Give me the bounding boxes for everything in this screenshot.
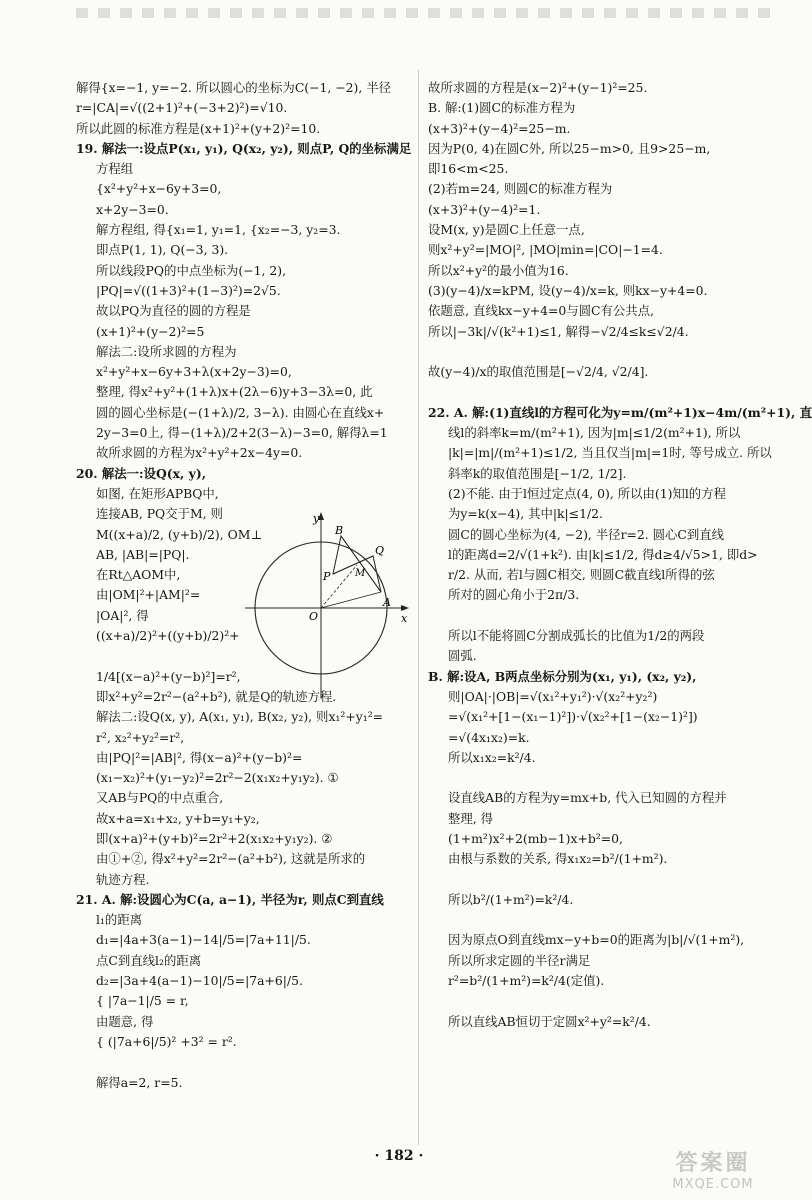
text-line: 设直线AB的方程为y=mx+b, 代入已知圆的方程并 — [448, 790, 727, 806]
text-line: (3)(y−4)/x=kPM, 设(y−4)/x=k, 则kx−y+4=0. — [428, 282, 708, 298]
label-q: Q — [375, 544, 385, 557]
text-line: |OA|², 得 — [96, 607, 149, 623]
text-line: 解法二:设所求圆的方程为 — [96, 343, 237, 359]
text-line — [428, 382, 770, 402]
text-line: 故所求圆的方程是(x−2)²+(y−1)²=25. — [428, 80, 648, 95]
text-line: 2y−3=0上, 得−(1+λ)/2+2(3−λ)−3=0, 解得λ=1 — [96, 425, 388, 441]
text-line: d₁=|4a+3(a−1)−14|/5=|7a+11|/5. — [96, 932, 311, 948]
label-m: M — [355, 568, 366, 579]
text-line: (2)不能. 由于l恒过定点(4, 0), 所以由(1)知l的方程 — [448, 485, 726, 501]
right-column — [428, 78, 812, 1032]
text-line: 所以直线AB恒切于定圆x²+y²=k²/4. — [448, 1013, 651, 1029]
text-line: {x²+y²+x−6y+3=0, — [96, 181, 222, 197]
text-line: 20. 解法一:设Q(x, y), — [76, 465, 207, 481]
text-line: 21. A. 解:设圆心为C(a, a−1), 半径为r, 则点C到直线 — [76, 891, 384, 907]
text-line: 点C到直线l₂的距离 — [96, 952, 202, 968]
text-line: 为y=k(x−4), 其中|k|≤1/2. — [448, 506, 603, 522]
watermark-logo — [638, 1146, 788, 1192]
text-line: 解方程组, 得{x₁=1, y₁=1, {x₂=−3, y₂=3. — [96, 222, 341, 238]
text-line: 斜率k的取值范围是[−1/2, 1/2]. — [448, 465, 627, 481]
text-line: 1/4[(x−a)²+(y−b)²]=r², — [96, 668, 241, 684]
text-line: |PQ|=√((1+3)²+(1−3)²)=2√5. — [96, 282, 281, 298]
text-line: 则|OA|·|OB|=√(x₁²+y₁²)·√(x₂²+y₂²) — [448, 688, 658, 704]
text-line: 连接AB, PQ交于M, 则 — [96, 506, 223, 522]
text-line: (x+3)²+(y−4)²=1. — [428, 201, 541, 217]
text-line: l₁的距离 — [96, 912, 143, 928]
text-line: 故x+a=x₁+x₂, y+b=y₁+y₂, — [96, 810, 260, 826]
text-line — [428, 910, 770, 930]
text-line: M((x+a)/2, (y+b)/2), OM⊥ — [96, 526, 263, 542]
text-line: x²+y²+x−6y+3+λ(x+2y−3)=0, — [96, 364, 292, 380]
segment-oa — [321, 592, 381, 608]
diagonal-pq — [333, 556, 373, 574]
label-b: B — [335, 524, 344, 537]
text-line: 所以l不能将圆C分割成弧长的比值为1/2的两段 — [448, 628, 705, 644]
text-line: 由题意, 得 — [96, 1013, 154, 1029]
text-line: 因为P(0, 4)在圆C外, 所以25−m>0, 且9>25−m, — [428, 140, 711, 156]
text-line: 22. A. 解:(1)直线l的方程可化为y=m/(m²+1)x−4m/(m²+1), 直 — [428, 404, 812, 420]
text-line: 方程组 — [96, 161, 134, 177]
text-line: 圆C的圆心坐标为(4, −2), 半径r=2. 圆心C到直线 — [448, 526, 725, 542]
text-line: 所以所求定圆的半径r满足 — [448, 952, 591, 968]
text-line: =√(4x₁x₂)=k. — [448, 729, 530, 745]
text-line: { |7a−1|/5 = r, — [96, 993, 189, 1009]
text-line: (1+m²)x²+2(mb−1)x+b²=0, — [448, 830, 623, 846]
text-line: 所以|−3k|/√(k²+1)≤1, 解得−√2/4≤k≤√2/4. — [428, 323, 689, 339]
text-line: 轨迹方程. — [96, 871, 150, 887]
text-line: 所以线段PQ的中点坐标为(−1, 2), — [96, 262, 287, 278]
text-line: AB, |AB|=|PQ|. — [96, 546, 190, 562]
text-line: ((x+a)/2)²+((y+b)/2)²+ — [96, 628, 240, 644]
text-line — [428, 870, 770, 890]
text-line: |k|=|m|/(m²+1)≤1/2, 当且仅当|m|=1时, 等号成立. 所以 — [448, 445, 772, 461]
x-axis-arrow — [401, 605, 409, 611]
text-line: 所以b²/(1+m²)=k²/4. — [448, 891, 574, 907]
text-line: 在Rt△AOM中, — [96, 567, 181, 583]
text-line: 故(y−4)/x的取值范围是[−√2/4, √2/4]. — [428, 364, 649, 380]
text-line: (x+3)²+(y−4)²=25−m. — [428, 120, 571, 136]
text-line: 则x²+y²=|MO|², |MO|min=|CO|−1=4. — [428, 242, 663, 258]
text-line — [428, 342, 770, 362]
text-line — [428, 606, 770, 626]
label-o: O — [309, 610, 319, 623]
text-line: 由|PQ|²=|AB|², 得(x−a)²+(y−b)²= — [96, 749, 303, 765]
text-line: 解法二:设Q(x, y), A(x₁, y₁), B(x₂, y₂), 则x₁²+y₁²= — [96, 709, 384, 725]
text-line: 如图, 在矩形APBQ中, — [96, 485, 219, 501]
text-line: r², x₂²+y₂²=r², — [96, 729, 185, 745]
label-y: y — [313, 512, 320, 525]
text-line: 整理, 得 — [448, 810, 494, 826]
text-line: 圆的圆心坐标是(−(1+λ)/2, 3−λ). 由圆心在直线x+ — [96, 404, 385, 420]
text-line: 整理, 得x²+y²+(1+λ)x+(2λ−6)y+3−3λ=0, 此 — [96, 384, 373, 400]
text-line: (x₁−x₂)²+(y₁−y₂)²=2r²−2(x₁x₂+y₁y₂). ① — [96, 770, 339, 786]
text-line: 线l的斜率k=m/(m²+1), 因为|m|≤1/2(m²+1), 所以 — [448, 425, 741, 441]
text-line — [428, 768, 770, 788]
text-line: (x+1)²+(y−2)²=5 — [96, 323, 205, 339]
text-line: 即点P(1, 1), Q(−3, 3). — [96, 242, 229, 258]
text-line: x+2y−3=0. — [96, 201, 169, 217]
text-line: 即(x+a)²+(y+b)²=2r²+2(x₁x₂+y₁y₂). ② — [96, 830, 333, 846]
text-line: (2)若m=24, 则圆C的标准方程为 — [428, 181, 613, 197]
circle-rectangle-figure — [243, 510, 411, 700]
text-line: 因为原点O到直线mx−y+b=0的距离为|b|/√(1+m²), — [448, 932, 745, 948]
text-line: { (|7a+6|/5)² +3² = r². — [96, 1033, 237, 1049]
label-x: x — [401, 612, 408, 625]
text-line: 即x²+y²=2r²−(a²+b²), 就是Q的轨迹方程. — [96, 688, 337, 704]
text-line: 依题意, 直线kx−y+4=0与圆C有公共点, — [428, 303, 655, 319]
text-line: 所以x²+y²的最小值为16. — [428, 262, 569, 278]
label-p: P — [323, 570, 331, 583]
column-divider — [418, 70, 419, 1145]
text-line: 设M(x, y)是圆C上任意一点, — [428, 222, 585, 238]
text-line — [428, 991, 770, 1011]
watermark-en: MXQE.COM — [672, 1177, 754, 1192]
text-line: 所以此圆的标准方程是(x+1)²+(y+2)²=10. — [76, 120, 321, 136]
page-number: · 182 · — [374, 1148, 424, 1164]
text-line: B. 解:(1)圆C的标准方程为 — [428, 100, 576, 116]
text-line: r=|CA|=√((2+1)²+(−3+2)²)=√10. — [76, 100, 288, 116]
text-line: d₂=|3a+4(a−1)−10|/5=|7a+6|/5. — [96, 973, 303, 989]
text-line: 故以PQ为直径的圆的方程是 — [96, 303, 251, 319]
scan-artifact — [76, 8, 776, 18]
text-line: 解得a=2, r=5. — [96, 1074, 183, 1090]
text-line: 由①+②, 得x²+y²=2r²−(a²+b²), 这就是所求的 — [96, 851, 366, 867]
text-line: r/2. 从而, 若l与圆C相交, 则圆C截直线l所得的弦 — [448, 567, 715, 583]
text-line: =√(x₁²+[1−(x₁−1)²])·√(x₂²+[1−(x₂−1)²]) — [448, 709, 698, 725]
label-a: A — [383, 596, 391, 609]
text-line: 所对的圆心角小于2π/3. — [448, 587, 580, 603]
text-line: 故所求圆的方程为x²+y²+2x−4y=0. — [96, 445, 303, 461]
text-line: 由|OM|²+|AM|²= — [96, 587, 201, 603]
text-line: 解得{x=−1, y=−2. 所以圆心的坐标为C(−1, −2), 半径 — [76, 80, 392, 95]
watermark-cn: 答案圈 — [675, 1151, 751, 1176]
text-line: B. 解:设A, B两点坐标分别为(x₁, y₁), (x₂, y₂), — [428, 668, 697, 684]
text-line: 圆弧. — [448, 648, 477, 664]
text-line: 所以x₁x₂=k²/4. — [448, 749, 536, 765]
text-line: r²=b²/(1+m²)=k²/4(定值). — [448, 973, 605, 989]
text-line: 又AB与PQ的中点重合, — [96, 790, 224, 806]
text-line: l的距离d=2/√(1+k²). 由|k|≤1/2, 得d≥4/√5>1, 即d> — [448, 546, 758, 562]
text-line — [76, 1052, 410, 1072]
text-line: 19. 解法一:设点P(x₁, y₁), Q(x₂, y₂), 则点P, Q的坐标满足 — [76, 140, 412, 156]
text-line: 由根与系数的关系, 得x₁x₂=b²/(1+m²). — [448, 851, 668, 867]
text-line: 即16<m<25. — [428, 161, 509, 177]
